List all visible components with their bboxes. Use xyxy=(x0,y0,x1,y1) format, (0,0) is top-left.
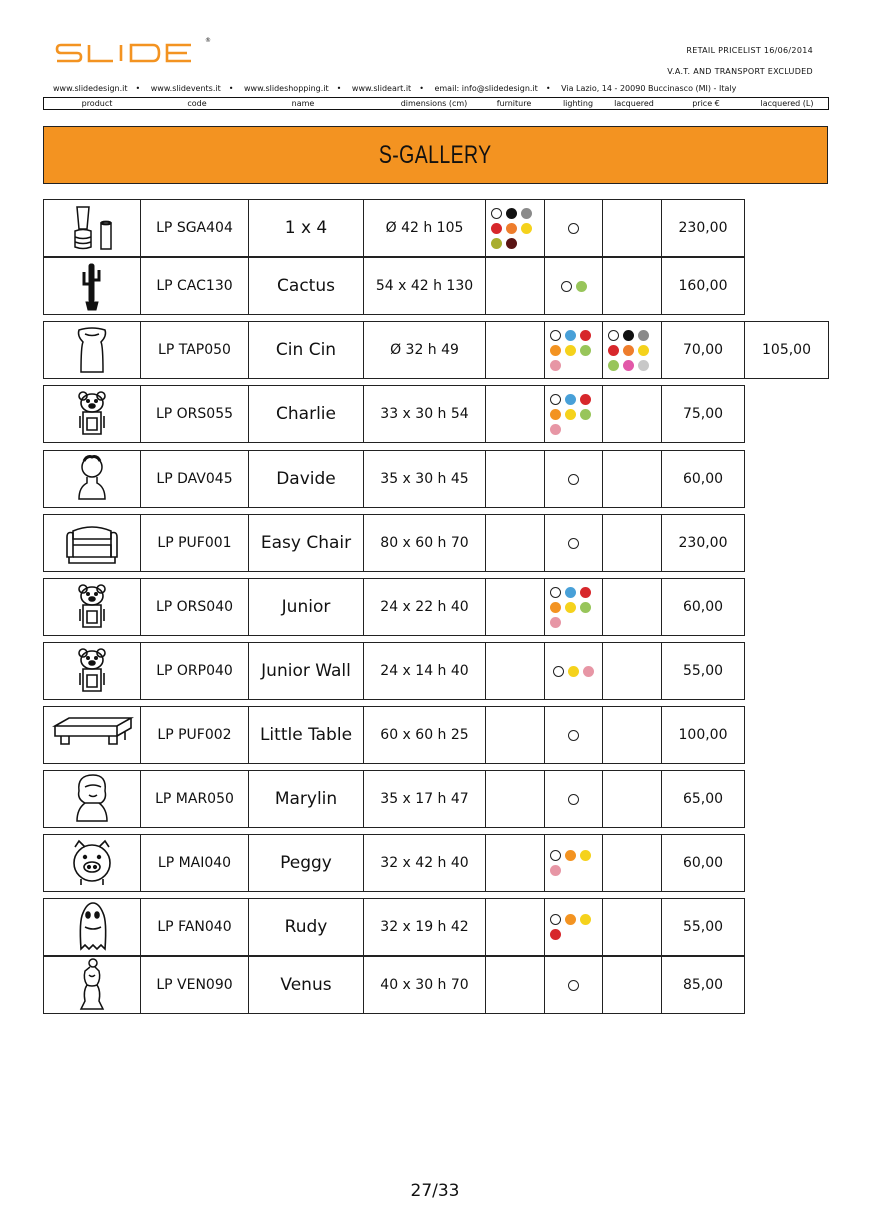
color-swatch-yellow xyxy=(565,602,576,613)
cactus-icon xyxy=(57,260,127,312)
product-price-cell xyxy=(661,770,745,828)
product-name-cell xyxy=(248,321,364,379)
color-swatch-pink xyxy=(550,617,561,628)
color-swatch-lightorange xyxy=(565,914,576,925)
product-price-cell xyxy=(661,642,745,700)
product-price-cell xyxy=(661,898,745,956)
product-dimensions-cell xyxy=(363,706,486,764)
color-swatch-yellow xyxy=(521,223,532,234)
lacquered-colors xyxy=(602,956,662,1014)
email-link[interactable]: email: info@slidedesign.it xyxy=(434,84,538,93)
color-swatch-blue xyxy=(565,394,576,405)
col-dimensions: dimensions (cm) xyxy=(400,99,468,108)
furniture-colors xyxy=(485,199,545,257)
product-dimensions-cell xyxy=(363,898,486,956)
lacquered-colors xyxy=(602,385,662,443)
link-slideshopping[interactable]: www.slideshopping.it xyxy=(244,84,329,93)
address: Via Lazio, 14 - 20090 Buccinasco (MI) - Italy xyxy=(561,84,737,93)
product-code-cell xyxy=(140,706,249,764)
col-code: code xyxy=(187,99,207,108)
product-image xyxy=(43,898,141,956)
color-swatch-red xyxy=(608,345,619,356)
column-header-bar xyxy=(43,97,829,110)
product-code: LP PUF002 xyxy=(157,727,232,743)
product-image xyxy=(43,514,141,572)
product-price-lacquered: 105,00 xyxy=(762,342,811,358)
product-code: LP CAC130 xyxy=(156,278,233,294)
product-code-cell xyxy=(140,514,249,572)
product-name: Davide xyxy=(276,469,336,489)
lighting-colors xyxy=(544,642,603,700)
color-swatch-yellow xyxy=(580,914,591,925)
furniture-colors xyxy=(485,385,545,443)
product-code-cell xyxy=(140,834,249,892)
product-name-cell xyxy=(248,385,364,443)
color-swatch-white xyxy=(550,330,561,341)
product-dimensions: Ø 42 h 105 xyxy=(385,220,464,236)
contact-links: www.slidedesign.it • www.slidevents.it • www.slideshopping.it • www.slideart.it • email: info@slidedesign.it • Via Lazio, 14 - 20090 Buccinasco (MI) - Italy xyxy=(53,84,737,93)
product-name-cell xyxy=(248,578,364,636)
color-swatch-white xyxy=(568,794,579,805)
ghost-icon xyxy=(57,901,127,953)
color-swatch-red xyxy=(580,330,591,341)
product-price: 85,00 xyxy=(682,977,724,993)
product-dimensions: 35 x 30 h 45 xyxy=(380,471,469,487)
product-image xyxy=(43,834,141,892)
product-dimensions-cell xyxy=(363,956,486,1014)
color-swatch-red xyxy=(580,394,591,405)
lighting-colors xyxy=(544,898,603,956)
furniture-colors xyxy=(485,834,545,892)
product-name: 1 x 4 xyxy=(284,218,328,238)
furniture-colors xyxy=(485,770,545,828)
product-code-cell xyxy=(140,385,249,443)
product-dimensions-cell xyxy=(363,834,486,892)
product-code-cell xyxy=(140,578,249,636)
product-price: 160,00 xyxy=(678,278,728,294)
product-code-cell xyxy=(140,321,249,379)
lacquered-colors xyxy=(602,199,662,257)
product-dimensions: 33 x 30 h 54 xyxy=(380,406,469,422)
product-image xyxy=(43,770,141,828)
product-dimensions: 32 x 19 h 42 xyxy=(380,919,469,935)
lacquered-colors xyxy=(602,642,662,700)
color-swatch-grey xyxy=(638,330,649,341)
product-dimensions: 24 x 22 h 40 xyxy=(380,599,469,615)
product-name-cell xyxy=(248,257,364,315)
product-dimensions: 60 x 60 h 25 xyxy=(380,727,469,743)
color-swatch-orange xyxy=(506,223,517,234)
vat-note: V.A.T. AND TRANSPORT EXCLUDED xyxy=(667,67,813,76)
color-swatch-white xyxy=(568,474,579,485)
product-image xyxy=(43,199,141,257)
lacquered-colors xyxy=(602,257,662,315)
pig-icon xyxy=(57,837,127,889)
furniture-colors xyxy=(485,898,545,956)
lighting-colors xyxy=(544,578,603,636)
lacquered-colors xyxy=(602,514,662,572)
col-furniture: furniture xyxy=(496,99,532,108)
furniture-colors xyxy=(485,578,545,636)
product-code: LP VEN090 xyxy=(156,977,233,993)
color-swatch-white xyxy=(568,538,579,549)
armchair-icon xyxy=(57,517,127,569)
link-slidevents[interactable]: www.slidevents.it xyxy=(150,84,221,93)
color-swatch-yellow xyxy=(565,345,576,356)
product-name-cell xyxy=(248,450,364,508)
col-name: name xyxy=(291,99,315,108)
color-swatch-white xyxy=(491,208,502,219)
teddy-bear-icon xyxy=(57,388,127,440)
product-price-cell xyxy=(661,514,745,572)
product-image xyxy=(43,321,141,379)
product-price: 75,00 xyxy=(682,406,724,422)
product-price-cell xyxy=(661,578,745,636)
color-swatch-white xyxy=(568,980,579,991)
furniture-colors xyxy=(485,257,545,315)
color-swatch-red xyxy=(550,929,561,940)
product-price-cell xyxy=(661,834,745,892)
product-image xyxy=(43,706,141,764)
product-code: LP DAV045 xyxy=(156,471,233,487)
lighting-colors xyxy=(544,770,603,828)
color-swatch-lightorange xyxy=(565,850,576,861)
product-name: Cin Cin xyxy=(275,340,337,360)
color-swatch-green xyxy=(580,345,591,356)
color-swatch-olive xyxy=(491,238,502,249)
product-dimensions-cell xyxy=(363,450,486,508)
product-code: LP ORS055 xyxy=(155,406,234,422)
color-swatch-pink xyxy=(550,865,561,876)
color-swatch-brown xyxy=(506,238,517,249)
product-dimensions: 32 x 42 h 40 xyxy=(380,855,469,871)
lacquered-colors xyxy=(602,321,662,379)
product-dimensions: 35 x 17 h 47 xyxy=(380,791,469,807)
product-name: Venus xyxy=(280,975,332,995)
product-code-cell xyxy=(140,898,249,956)
product-dimensions: Ø 32 h 49 xyxy=(390,342,459,358)
product-price-cell xyxy=(661,385,745,443)
color-swatch-yellow xyxy=(568,666,579,677)
product-price: 55,00 xyxy=(682,663,724,679)
product-dimensions-cell xyxy=(363,385,486,443)
product-name-cell xyxy=(248,898,364,956)
col-lacquered: lacquered xyxy=(614,99,654,108)
lacquered-colors xyxy=(602,578,662,636)
color-swatch-pink xyxy=(550,360,561,371)
teddy-bear-icon xyxy=(57,645,127,697)
color-swatch-lightorange xyxy=(550,602,561,613)
product-dimensions-cell xyxy=(363,257,486,315)
product-price-lacquered-cell xyxy=(744,321,829,379)
product-price-cell xyxy=(661,321,745,379)
product-name: Easy Chair xyxy=(260,533,352,553)
product-price: 55,00 xyxy=(682,919,724,935)
product-price-cell xyxy=(661,199,745,257)
product-price: 65,00 xyxy=(682,791,724,807)
lighting-colors xyxy=(544,385,603,443)
product-name-cell xyxy=(248,834,364,892)
table-icon xyxy=(47,712,137,758)
product-price-cell xyxy=(661,706,745,764)
product-dimensions-cell xyxy=(363,578,486,636)
lighting-colors xyxy=(544,834,603,892)
product-image xyxy=(43,257,141,315)
product-price: 60,00 xyxy=(682,599,724,615)
color-swatch-yellow xyxy=(580,850,591,861)
product-code-cell xyxy=(140,770,249,828)
teddy-bear-icon xyxy=(57,581,127,633)
color-swatch-green xyxy=(576,281,587,292)
product-dimensions-cell xyxy=(363,642,486,700)
color-swatch-green xyxy=(580,602,591,613)
color-swatch-red xyxy=(580,587,591,598)
product-dimensions-cell xyxy=(363,770,486,828)
product-name: Rudy xyxy=(284,917,328,937)
product-price-cell xyxy=(661,257,745,315)
product-code: LP ORS040 xyxy=(155,599,234,615)
lighting-colors xyxy=(544,514,603,572)
product-code-cell xyxy=(140,257,249,315)
link-slideart[interactable]: www.slideart.it xyxy=(351,84,412,93)
lighting-colors xyxy=(544,321,603,379)
color-swatch-lightorange xyxy=(550,345,561,356)
product-price: 70,00 xyxy=(682,342,724,358)
color-swatch-orange xyxy=(623,345,634,356)
product-name-cell xyxy=(248,956,364,1014)
color-swatch-grey xyxy=(521,208,532,219)
product-price: 230,00 xyxy=(678,220,728,236)
product-name-cell xyxy=(248,770,364,828)
product-price-cell xyxy=(661,450,745,508)
color-swatch-green xyxy=(580,409,591,420)
color-swatch-lightgrey xyxy=(638,360,649,371)
color-swatch-red xyxy=(491,223,502,234)
product-name-cell xyxy=(248,706,364,764)
product-price: 60,00 xyxy=(682,855,724,871)
color-swatch-white xyxy=(550,587,561,598)
color-swatch-white xyxy=(550,914,561,925)
product-code: LP PUF001 xyxy=(157,535,232,551)
stacked-stools-icon xyxy=(57,203,127,253)
furniture-colors xyxy=(485,450,545,508)
bust-icon xyxy=(57,453,127,505)
color-swatch-white xyxy=(561,281,572,292)
section-title: S-GALLERY xyxy=(43,126,828,184)
lighting-colors xyxy=(544,956,603,1014)
color-swatch-white xyxy=(568,730,579,741)
product-image xyxy=(43,956,141,1014)
furniture-colors xyxy=(485,706,545,764)
color-swatch-lightorange xyxy=(550,409,561,420)
product-name: Little Table xyxy=(259,725,353,745)
lighting-colors xyxy=(544,706,603,764)
product-price: 100,00 xyxy=(678,727,728,743)
color-swatch-white xyxy=(550,394,561,405)
product-code-cell xyxy=(140,450,249,508)
lacquered-colors xyxy=(602,450,662,508)
color-swatch-magenta xyxy=(623,360,634,371)
product-image xyxy=(43,578,141,636)
product-code-cell xyxy=(140,956,249,1014)
product-dimensions-cell xyxy=(363,321,486,379)
product-dimensions: 80 x 60 h 70 xyxy=(380,535,469,551)
product-price-cell xyxy=(661,956,745,1014)
product-name: Cactus xyxy=(277,276,335,296)
product-image xyxy=(43,642,141,700)
product-dimensions-cell xyxy=(363,199,486,257)
venus-statue-icon xyxy=(57,957,127,1013)
product-name: Charlie xyxy=(276,404,336,424)
product-code: LP SGA404 xyxy=(156,220,233,236)
lighting-colors xyxy=(544,450,603,508)
link-slidedesign[interactable]: www.slidedesign.it xyxy=(53,84,128,93)
product-code-cell xyxy=(140,642,249,700)
color-swatch-blue xyxy=(565,330,576,341)
color-swatch-pink xyxy=(550,424,561,435)
lighting-colors xyxy=(544,257,603,315)
lighting-colors xyxy=(544,199,603,257)
product-code: LP MAI040 xyxy=(157,855,232,871)
product-code: LP TAP050 xyxy=(158,342,231,358)
product-name: Marylin xyxy=(274,789,338,809)
product-price: 60,00 xyxy=(682,471,724,487)
color-swatch-black xyxy=(623,330,634,341)
furniture-colors xyxy=(485,956,545,1014)
col-lighting: lighting xyxy=(562,99,594,108)
color-swatch-green xyxy=(608,360,619,371)
product-code: LP FAN040 xyxy=(157,919,232,935)
lacquered-colors xyxy=(602,898,662,956)
col-price: price € xyxy=(692,99,720,108)
product-image xyxy=(43,450,141,508)
product-name-cell xyxy=(248,199,364,257)
color-swatch-yellow xyxy=(638,345,649,356)
product-dimensions: 54 x 42 h 130 xyxy=(375,278,474,294)
product-name: Junior xyxy=(281,597,331,617)
product-name: Junior Wall xyxy=(261,661,351,681)
color-swatch-yellow xyxy=(565,409,576,420)
color-swatch-blue xyxy=(565,587,576,598)
col-product: product xyxy=(81,99,113,108)
product-dimensions: 40 x 30 h 70 xyxy=(380,977,469,993)
furniture-colors xyxy=(485,514,545,572)
pricelist-title: RETAIL PRICELIST 16/06/2014 xyxy=(686,46,813,55)
slide-logo: ® xyxy=(55,42,215,64)
furniture-colors xyxy=(485,321,545,379)
product-price: 230,00 xyxy=(678,535,728,551)
page-number: 27/33 xyxy=(410,1181,460,1201)
product-name-cell xyxy=(248,642,364,700)
color-swatch-black xyxy=(506,208,517,219)
lacquered-colors xyxy=(602,706,662,764)
col-lacquered-l: lacquered (L) xyxy=(760,99,814,108)
product-code: LP ORP040 xyxy=(156,663,233,679)
product-code: LP MAR050 xyxy=(155,791,234,807)
portrait-bust-icon xyxy=(57,773,127,825)
product-image xyxy=(43,385,141,443)
product-code-cell xyxy=(140,199,249,257)
product-name: Peggy xyxy=(280,853,332,873)
color-swatch-white xyxy=(550,850,561,861)
cork-stool-icon xyxy=(57,324,127,376)
color-swatch-pink xyxy=(583,666,594,677)
color-swatch-white xyxy=(608,330,619,341)
furniture-colors xyxy=(485,642,545,700)
color-swatch-white xyxy=(568,223,579,234)
product-dimensions-cell xyxy=(363,514,486,572)
color-swatch-white xyxy=(553,666,564,677)
lacquered-colors xyxy=(602,834,662,892)
product-name-cell xyxy=(248,514,364,572)
lacquered-colors xyxy=(602,770,662,828)
product-dimensions: 24 x 14 h 40 xyxy=(380,663,469,679)
